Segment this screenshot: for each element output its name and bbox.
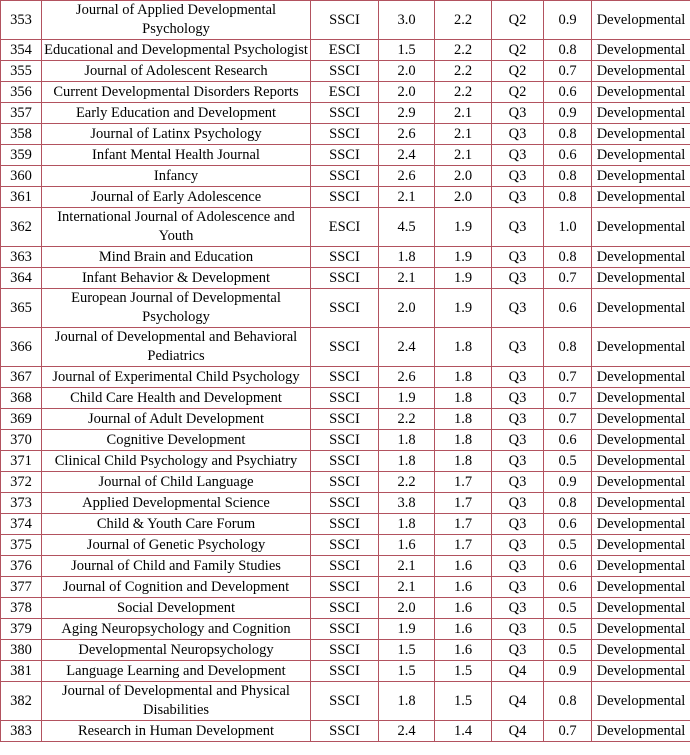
table-row [1, 1, 690, 40]
table-cell-index: SSCI [311, 289, 379, 328]
table-cell-journal: Mind Brain and Education [42, 247, 311, 268]
table-cell-value1: 1.8 [379, 451, 435, 472]
table-cell-number: 373 [1, 493, 42, 514]
table-cell-value2: 1.8 [435, 409, 492, 430]
table-row [1, 598, 690, 619]
table-cell-value3: 0.9 [544, 661, 592, 682]
table-cell-journal: Journal of Early Adolescence [42, 187, 311, 208]
table-row [1, 124, 690, 145]
table-cell-quartile: Q3 [492, 289, 544, 328]
table-cell-value2: 1.5 [435, 661, 492, 682]
table-cell-number: 363 [1, 247, 42, 268]
table-cell-category: Developmental [592, 577, 690, 598]
table-cell-number: 378 [1, 598, 42, 619]
table-cell-category: Developmental [592, 721, 690, 742]
table-cell-value2: 2.1 [435, 145, 492, 166]
table-cell-quartile: Q3 [492, 640, 544, 661]
table-cell-value1: 2.6 [379, 166, 435, 187]
table-cell-value1: 2.1 [379, 268, 435, 289]
table-cell-number: 382 [1, 682, 42, 721]
table-cell-journal: International Journal of Adolescence and Youth [42, 208, 311, 247]
table-cell-category: Developmental [592, 661, 690, 682]
table-cell-category: Developmental [592, 103, 690, 124]
table-cell-category: Developmental [592, 451, 690, 472]
table-cell-value1: 1.5 [379, 661, 435, 682]
table-row [1, 493, 690, 514]
table-cell-journal: Journal of Experimental Child Psychology [42, 367, 311, 388]
table-cell-index: SSCI [311, 166, 379, 187]
table-cell-quartile: Q3 [492, 451, 544, 472]
table-cell-value3: 0.5 [544, 598, 592, 619]
table-cell-quartile: Q3 [492, 367, 544, 388]
table-row [1, 103, 690, 124]
table-cell-index: SSCI [311, 661, 379, 682]
table-row [1, 535, 690, 556]
table-cell-quartile: Q2 [492, 40, 544, 61]
table-cell-quartile: Q4 [492, 721, 544, 742]
table-cell-value3: 0.7 [544, 721, 592, 742]
table-cell-number: 356 [1, 82, 42, 103]
table-cell-quartile: Q3 [492, 472, 544, 493]
table-row [1, 367, 690, 388]
table-cell-category: Developmental [592, 61, 690, 82]
table-cell-value3: 0.8 [544, 40, 592, 61]
table-row [1, 388, 690, 409]
table-cell-index: SSCI [311, 409, 379, 430]
table-cell-value2: 1.6 [435, 577, 492, 598]
table-cell-index: SSCI [311, 535, 379, 556]
table-cell-category: Developmental [592, 1, 690, 40]
table-row [1, 472, 690, 493]
table-cell-quartile: Q3 [492, 124, 544, 145]
table-cell-quartile: Q2 [492, 1, 544, 40]
table-cell-value3: 0.7 [544, 388, 592, 409]
table-cell-value2: 1.7 [435, 535, 492, 556]
table-cell-journal: Journal of Applied Developmental Psychology [42, 1, 311, 40]
table-cell-value1: 1.9 [379, 388, 435, 409]
table-cell-number: 361 [1, 187, 42, 208]
table-cell-value2: 2.1 [435, 124, 492, 145]
table-cell-quartile: Q3 [492, 187, 544, 208]
table-cell-value2: 1.7 [435, 493, 492, 514]
table-cell-category: Developmental [592, 289, 690, 328]
table-cell-journal: Infant Mental Health Journal [42, 145, 311, 166]
table-cell-number: 367 [1, 367, 42, 388]
table-cell-value3: 0.6 [544, 289, 592, 328]
table-cell-number: 362 [1, 208, 42, 247]
table-cell-value2: 1.7 [435, 472, 492, 493]
table-cell-category: Developmental [592, 247, 690, 268]
table-row [1, 268, 690, 289]
table-cell-value3: 0.8 [544, 682, 592, 721]
table-cell-number: 355 [1, 61, 42, 82]
table-cell-index: SSCI [311, 247, 379, 268]
table-cell-quartile: Q3 [492, 145, 544, 166]
table-cell-index: SSCI [311, 577, 379, 598]
table-cell-value3: 0.5 [544, 640, 592, 661]
table-cell-journal: Aging Neuropsychology and Cognition [42, 619, 311, 640]
table-cell-value2: 2.2 [435, 40, 492, 61]
table-cell-value1: 2.0 [379, 61, 435, 82]
table-cell-value3: 0.5 [544, 535, 592, 556]
table-cell-journal: Cognitive Development [42, 430, 311, 451]
table-cell-category: Developmental [592, 328, 690, 367]
table-cell-journal: Educational and Developmental Psychologist [42, 40, 311, 61]
table-cell-index: SSCI [311, 388, 379, 409]
table-cell-value3: 0.6 [544, 430, 592, 451]
table-cell-quartile: Q2 [492, 82, 544, 103]
table-cell-value3: 0.7 [544, 268, 592, 289]
table-cell-index: SSCI [311, 472, 379, 493]
table-row [1, 247, 690, 268]
table-cell-category: Developmental [592, 598, 690, 619]
table-cell-quartile: Q3 [492, 493, 544, 514]
table-cell-category: Developmental [592, 124, 690, 145]
table-cell-value1: 1.5 [379, 640, 435, 661]
table-cell-journal: Early Education and Development [42, 103, 311, 124]
table-row [1, 721, 690, 742]
table-row [1, 61, 690, 82]
table-cell-journal: Journal of Developmental and Physical Disabilities [42, 682, 311, 721]
table-cell-quartile: Q3 [492, 328, 544, 367]
table-cell-value1: 2.6 [379, 124, 435, 145]
table-cell-value1: 2.6 [379, 367, 435, 388]
table-cell-quartile: Q3 [492, 247, 544, 268]
table-cell-category: Developmental [592, 367, 690, 388]
table-cell-category: Developmental [592, 556, 690, 577]
table-row [1, 514, 690, 535]
table-cell-category: Developmental [592, 472, 690, 493]
table-cell-index: SSCI [311, 682, 379, 721]
table-cell-category: Developmental [592, 682, 690, 721]
table-cell-index: SSCI [311, 328, 379, 367]
table-cell-value3: 0.9 [544, 472, 592, 493]
table-row [1, 40, 690, 61]
table-cell-number: 354 [1, 40, 42, 61]
table-row [1, 682, 690, 721]
table-cell-value2: 2.2 [435, 1, 492, 40]
table-cell-value2: 1.6 [435, 640, 492, 661]
table-cell-category: Developmental [592, 40, 690, 61]
table-cell-value1: 1.5 [379, 40, 435, 61]
table-cell-value1: 1.8 [379, 247, 435, 268]
table-cell-value2: 2.0 [435, 166, 492, 187]
table-cell-index: ESCI [311, 82, 379, 103]
table-cell-number: 359 [1, 145, 42, 166]
table-cell-value2: 1.8 [435, 328, 492, 367]
table-cell-quartile: Q3 [492, 430, 544, 451]
table-cell-number: 370 [1, 430, 42, 451]
table-cell-category: Developmental [592, 430, 690, 451]
table-cell-value1: 2.1 [379, 187, 435, 208]
table-cell-journal: Journal of Genetic Psychology [42, 535, 311, 556]
table-cell-journal: Current Developmental Disorders Reports [42, 82, 311, 103]
table-cell-index: SSCI [311, 124, 379, 145]
table-cell-value1: 1.8 [379, 430, 435, 451]
table-cell-quartile: Q3 [492, 577, 544, 598]
table-row [1, 166, 690, 187]
table-cell-journal: Journal of Cognition and Development [42, 577, 311, 598]
table-cell-value3: 0.7 [544, 367, 592, 388]
table-row [1, 187, 690, 208]
table-cell-quartile: Q3 [492, 166, 544, 187]
table-cell-category: Developmental [592, 514, 690, 535]
table-cell-value3: 0.8 [544, 247, 592, 268]
table-row [1, 145, 690, 166]
table-cell-value1: 2.0 [379, 289, 435, 328]
table-cell-number: 365 [1, 289, 42, 328]
table-cell-number: 358 [1, 124, 42, 145]
table-cell-category: Developmental [592, 388, 690, 409]
table-cell-value3: 0.8 [544, 166, 592, 187]
table-cell-number: 381 [1, 661, 42, 682]
table-cell-value1: 2.0 [379, 598, 435, 619]
table-cell-value2: 1.9 [435, 247, 492, 268]
table-cell-value2: 1.6 [435, 619, 492, 640]
table-cell-journal: Social Development [42, 598, 311, 619]
table-cell-value3: 0.6 [544, 556, 592, 577]
table-cell-index: SSCI [311, 268, 379, 289]
table-cell-journal: Developmental Neuropsychology [42, 640, 311, 661]
table-cell-index: SSCI [311, 367, 379, 388]
table-row [1, 82, 690, 103]
table-cell-journal: Journal of Latinx Psychology [42, 124, 311, 145]
table-cell-quartile: Q3 [492, 208, 544, 247]
table-cell-number: 380 [1, 640, 42, 661]
table-cell-value3: 0.9 [544, 1, 592, 40]
table-cell-number: 366 [1, 328, 42, 367]
table-cell-value3: 0.7 [544, 61, 592, 82]
table-cell-number: 364 [1, 268, 42, 289]
table-cell-quartile: Q3 [492, 103, 544, 124]
table-cell-value3: 0.9 [544, 103, 592, 124]
table-cell-journal: Applied Developmental Science [42, 493, 311, 514]
table-cell-value2: 1.6 [435, 598, 492, 619]
table-cell-value2: 1.8 [435, 451, 492, 472]
table-cell-category: Developmental [592, 640, 690, 661]
table-cell-value3: 0.8 [544, 124, 592, 145]
table-cell-number: 375 [1, 535, 42, 556]
table-cell-value1: 2.9 [379, 103, 435, 124]
table-cell-value1: 1.6 [379, 535, 435, 556]
table-cell-value2: 1.8 [435, 367, 492, 388]
table-cell-value1: 2.1 [379, 556, 435, 577]
table-cell-index: SSCI [311, 61, 379, 82]
table-cell-category: Developmental [592, 268, 690, 289]
table-row [1, 619, 690, 640]
table-cell-value2: 1.9 [435, 289, 492, 328]
table-cell-value3: 1.0 [544, 208, 592, 247]
table-cell-journal: Journal of Developmental and Behavioral Pediatrics [42, 328, 311, 367]
table-cell-journal: Language Learning and Development [42, 661, 311, 682]
table-cell-value2: 1.7 [435, 514, 492, 535]
table-row [1, 556, 690, 577]
table-row [1, 409, 690, 430]
table-cell-value1: 3.0 [379, 1, 435, 40]
table-cell-value3: 0.8 [544, 187, 592, 208]
table-cell-journal: Child Care Health and Development [42, 388, 311, 409]
table-cell-value2: 1.8 [435, 388, 492, 409]
table-cell-value1: 1.8 [379, 682, 435, 721]
table-row [1, 640, 690, 661]
table-row [1, 208, 690, 247]
table-cell-journal: Child & Youth Care Forum [42, 514, 311, 535]
table-cell-value3: 0.5 [544, 619, 592, 640]
table-cell-value1: 2.4 [379, 328, 435, 367]
table-cell-journal: Infant Behavior & Development [42, 268, 311, 289]
table-cell-value3: 0.6 [544, 514, 592, 535]
table-cell-value3: 0.6 [544, 577, 592, 598]
table-cell-value2: 2.2 [435, 61, 492, 82]
table-cell-index: SSCI [311, 493, 379, 514]
table-cell-journal: Journal of Child and Family Studies [42, 556, 311, 577]
table-row [1, 661, 690, 682]
table-row [1, 430, 690, 451]
table-cell-category: Developmental [592, 166, 690, 187]
table-cell-value1: 2.2 [379, 472, 435, 493]
table-cell-value1: 1.8 [379, 514, 435, 535]
table-cell-value3: 0.6 [544, 145, 592, 166]
table-cell-journal: Journal of Child Language [42, 472, 311, 493]
table-cell-category: Developmental [592, 187, 690, 208]
table-cell-value3: 0.8 [544, 328, 592, 367]
table-cell-number: 376 [1, 556, 42, 577]
table-cell-quartile: Q3 [492, 514, 544, 535]
table-row [1, 289, 690, 328]
table-cell-quartile: Q3 [492, 268, 544, 289]
table-cell-value1: 4.5 [379, 208, 435, 247]
table-cell-journal: European Journal of Developmental Psychology [42, 289, 311, 328]
table-cell-value2: 2.2 [435, 82, 492, 103]
journal-table-body [1, 1, 690, 742]
table-row [1, 451, 690, 472]
table-cell-value2: 2.0 [435, 187, 492, 208]
table-cell-value1: 1.9 [379, 619, 435, 640]
table-cell-journal: Research in Human Development [42, 721, 311, 742]
table-cell-quartile: Q4 [492, 661, 544, 682]
table-cell-index: SSCI [311, 145, 379, 166]
table-cell-value2: 1.9 [435, 268, 492, 289]
table-cell-value3: 0.7 [544, 409, 592, 430]
table-cell-index: SSCI [311, 721, 379, 742]
table-cell-quartile: Q3 [492, 388, 544, 409]
table-cell-category: Developmental [592, 619, 690, 640]
table-cell-number: 369 [1, 409, 42, 430]
table-cell-quartile: Q3 [492, 598, 544, 619]
table-cell-journal: Journal of Adult Development [42, 409, 311, 430]
table-cell-number: 377 [1, 577, 42, 598]
table-cell-index: ESCI [311, 208, 379, 247]
table-cell-number: 357 [1, 103, 42, 124]
table-cell-quartile: Q3 [492, 409, 544, 430]
table-cell-number: 374 [1, 514, 42, 535]
table-cell-value1: 3.8 [379, 493, 435, 514]
table-cell-category: Developmental [592, 208, 690, 247]
table-cell-number: 372 [1, 472, 42, 493]
table-cell-number: 379 [1, 619, 42, 640]
table-row [1, 577, 690, 598]
table-cell-index: SSCI [311, 451, 379, 472]
table-cell-value1: 2.0 [379, 82, 435, 103]
table-cell-journal: Journal of Adolescent Research [42, 61, 311, 82]
table-cell-value1: 2.4 [379, 721, 435, 742]
table-cell-value2: 1.4 [435, 721, 492, 742]
table-cell-index: SSCI [311, 1, 379, 40]
table-cell-index: SSCI [311, 556, 379, 577]
table-cell-quartile: Q2 [492, 61, 544, 82]
table-cell-index: SSCI [311, 619, 379, 640]
table-cell-value1: 2.4 [379, 145, 435, 166]
table-cell-index: SSCI [311, 187, 379, 208]
table-cell-value1: 2.2 [379, 409, 435, 430]
table-cell-index: SSCI [311, 514, 379, 535]
table-cell-index: SSCI [311, 598, 379, 619]
table-cell-value3: 0.6 [544, 82, 592, 103]
table-cell-index: ESCI [311, 40, 379, 61]
table-cell-journal: Clinical Child Psychology and Psychiatry [42, 451, 311, 472]
table-cell-value2: 1.5 [435, 682, 492, 721]
table-cell-number: 383 [1, 721, 42, 742]
table-cell-value3: 0.5 [544, 451, 592, 472]
table-cell-category: Developmental [592, 145, 690, 166]
table-cell-number: 371 [1, 451, 42, 472]
table-cell-quartile: Q3 [492, 556, 544, 577]
table-cell-value2: 1.6 [435, 556, 492, 577]
table-cell-quartile: Q4 [492, 682, 544, 721]
table-cell-value2: 1.8 [435, 430, 492, 451]
table-cell-index: SSCI [311, 103, 379, 124]
table-cell-value2: 1.9 [435, 208, 492, 247]
table-cell-number: 368 [1, 388, 42, 409]
table-cell-quartile: Q3 [492, 535, 544, 556]
table-cell-category: Developmental [592, 82, 690, 103]
table-cell-journal: Infancy [42, 166, 311, 187]
table-cell-index: SSCI [311, 430, 379, 451]
table-cell-index: SSCI [311, 640, 379, 661]
table-cell-quartile: Q3 [492, 619, 544, 640]
table-cell-number: 353 [1, 1, 42, 40]
table-cell-category: Developmental [592, 535, 690, 556]
table-row [1, 328, 690, 367]
table-cell-value1: 2.1 [379, 577, 435, 598]
table-cell-category: Developmental [592, 409, 690, 430]
table-cell-category: Developmental [592, 493, 690, 514]
table-cell-number: 360 [1, 166, 42, 187]
table-cell-value2: 2.1 [435, 103, 492, 124]
table-cell-value3: 0.8 [544, 493, 592, 514]
